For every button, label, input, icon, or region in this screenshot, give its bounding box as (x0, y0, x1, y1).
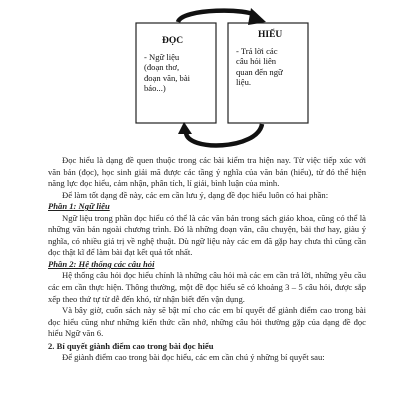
document-body (48, 155, 366, 364)
left-box-title: ĐỌC (162, 36, 184, 46)
right-box-line: liệu. (236, 76, 252, 87)
left-box-line: báo...) (144, 82, 166, 93)
intro-paragraph: Đọc hiểu là dạng đề quen thuộc trong các bài kiểm tra hiện nay. Từ việc tiếp xúc với văn bản (đọc), học sinh giải mã được các tầng ý nghĩa của văn bản (hiểu), từ đó thể hiện năng lực đọc hiểu, cảm nhận, phân tích, lí giải, bình luận của mình. (48, 155, 366, 189)
right-box-line: - Trả lời các (236, 46, 278, 56)
right-box-line: câu hỏi liên (236, 56, 277, 67)
top-arc-arrow (178, 11, 256, 22)
right-box-title: HIỂU (258, 30, 283, 40)
left-box-line: - Ngữ liệu (144, 52, 180, 62)
bottom-arrow-head (178, 122, 192, 134)
right-box-text (236, 46, 300, 87)
part1-heading: Phần 1: Ngữ liệu (48, 201, 110, 212)
left-box-line: (đoạn thơ, (144, 62, 180, 73)
intro-paragraph-2: Để làm tốt dạng đề này, các em cần lưu ý, dạng đề đọc hiểu luôn có hai phần: (62, 189, 329, 200)
right-box-line: quan đến ngữ (236, 66, 283, 77)
bottom-arc-arrow (186, 124, 262, 145)
part2-heading: Phần 2: Hệ thống các câu hỏi (48, 258, 155, 269)
closing-paragraph: Và bây giờ, cuốn sách này sẽ bật mí cho các em bí quyết để giành điểm cao trong bài đọc hiểu cũng như những kiến thức cần nhớ, những câu hỏi thường gặp của dạng đề đọc hiểu Ngữ văn 6. (48, 305, 366, 339)
part1-paragraph: Ngữ liệu trong phần đọc hiểu có thể là các văn bản trong sách giáo khoa, cũng có thể là những văn bản ngoài chương trình. Đó là những đoạn văn, câu chuyện, bài thơ hay, giàu ý nghĩa, có nhiều giá trị về nghệ thuật. Dù ngữ liệu này các em đã gặp hay chưa thì cũng cần đọc thật kĩ để làm bài đạt kết quả tốt nhất. (48, 212, 366, 258)
left-box-text (144, 52, 208, 93)
cut-off-line: Để giành điểm cao trong bài đọc hiểu, các em cần chú ý những bí quyết sau: (62, 352, 325, 363)
section-2-heading: 2. Bí quyết giành điểm cao trong bài đọc hiểu (48, 340, 214, 351)
part2-paragraph: Hệ thống câu hỏi đọc hiểu chính là những câu hỏi mà các em cần trả lời, những yêu cầu các em cần thực hiện. Thông thường, một đề đọc hiểu sẽ có khoảng 3 – 5 câu hỏi, được sắp xếp theo thứ tự từ dễ đến khó, từ nhận biết đến vận dụng. (48, 270, 366, 304)
left-box-line: đoạn văn, bài (144, 72, 191, 83)
top-arrow-head (248, 8, 266, 25)
